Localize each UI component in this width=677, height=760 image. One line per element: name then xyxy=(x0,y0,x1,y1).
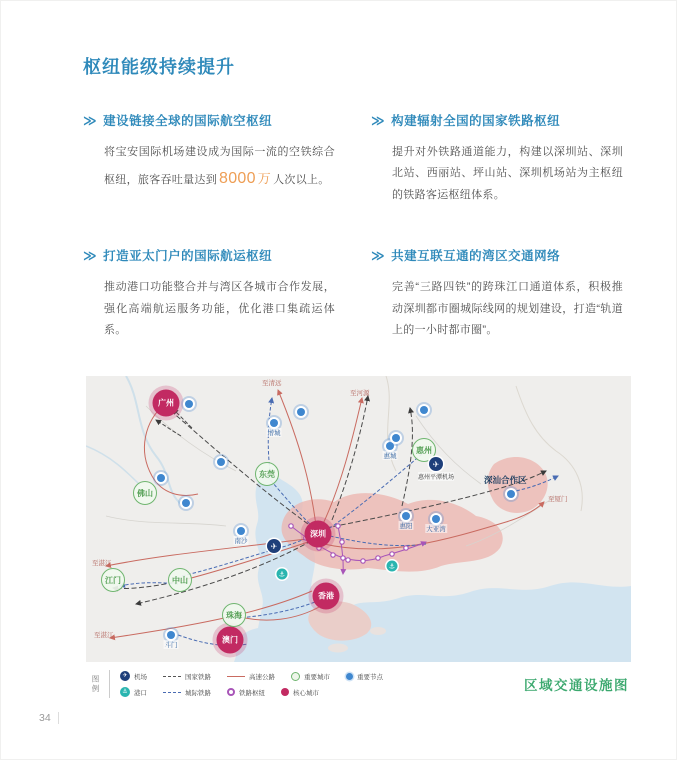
important-node-marker xyxy=(185,400,193,408)
chevron-marker-icon: ≫ xyxy=(83,248,98,264)
map-edge-label: 至厦门 xyxy=(548,496,568,503)
important-node-marker xyxy=(237,527,245,535)
section-heading-text: 建设链接全球的国际航空枢纽 xyxy=(103,114,273,128)
page-number: 34 xyxy=(39,712,51,724)
legend-rows xyxy=(120,671,383,697)
section-body: 完善“三路四铁”的跨珠江口通道体系，积极推动深圳都市圈城际线网的规划建设，打造“轨道上的一小时都市圈”。 xyxy=(392,281,623,337)
city-marker-important: 江门 xyxy=(101,568,125,592)
hwy-legend-icon xyxy=(227,676,245,677)
legend-row xyxy=(120,671,383,681)
city-marker-core: 广州 xyxy=(153,390,180,417)
city-marker-important: 中山 xyxy=(168,568,192,592)
legend-title: 图例 xyxy=(91,674,100,694)
page-title: 枢纽能级持续提升 xyxy=(83,57,235,77)
page-content xyxy=(83,53,623,342)
hub-legend-icon xyxy=(227,688,235,696)
section-body: 推动港口功能整合并与湾区各城市合作发展，强化高端航运服务功能，优化港口集疏运体系。 xyxy=(104,281,335,337)
inter-legend-icon xyxy=(163,692,181,693)
section-bay-network xyxy=(371,246,623,341)
map-edge-label: 至河源 xyxy=(350,390,370,397)
city-marker-core: 澳门 xyxy=(217,627,244,654)
legend-item-label: 铁路枢纽 xyxy=(239,689,265,697)
important-node-marker xyxy=(386,442,394,450)
legend-item xyxy=(346,672,383,681)
node-label: 大亚湾 xyxy=(426,526,446,533)
port-icon: ⚓ xyxy=(277,569,288,580)
section-heading-text: 构建辐射全国的国家铁路枢纽 xyxy=(391,114,561,128)
city-marker-core: 深圳 xyxy=(305,521,332,548)
legend-item-label: 城际铁路 xyxy=(185,689,211,697)
section-heading xyxy=(371,246,623,264)
node-label: 惠阳 xyxy=(399,523,413,530)
city-marker-important: 佛山 xyxy=(133,481,157,505)
legend-item xyxy=(227,672,275,681)
map-caption: 区域交通设施图 xyxy=(524,678,629,693)
map-edge-label: 至湛江 xyxy=(92,560,112,567)
map-edge-label: 至清远 xyxy=(262,380,282,387)
impcity-legend-icon xyxy=(291,672,300,681)
legend-item-label: 高速公路 xyxy=(249,673,275,681)
chevron-marker-icon: ≫ xyxy=(371,248,386,264)
important-node-marker xyxy=(157,474,165,482)
body-text: 人次以上。 xyxy=(273,174,330,187)
important-node-marker xyxy=(392,434,400,442)
legend-item xyxy=(291,672,330,681)
section-shipping-hub xyxy=(83,246,335,341)
sections-grid xyxy=(83,111,623,342)
section-railway-hub xyxy=(371,111,623,206)
important-node-marker xyxy=(297,408,305,416)
page-number-tick xyxy=(58,712,59,724)
chevron-marker-icon: ≫ xyxy=(371,113,386,128)
section-aviation-hub xyxy=(83,111,335,206)
legend-divider xyxy=(109,670,110,698)
highlight-unit: 万 xyxy=(257,171,272,187)
legend-item-label: 机场 xyxy=(134,673,147,681)
special-zone-label: 深汕合作区 xyxy=(484,475,527,485)
legend-item xyxy=(227,688,265,697)
section-heading xyxy=(83,111,335,129)
city-marker-core: 香港 xyxy=(313,583,340,610)
node-label: 斗门 xyxy=(164,642,178,649)
map-canvas xyxy=(86,376,631,662)
important-node-marker xyxy=(420,406,428,414)
airport-icon: ✈ xyxy=(267,539,281,553)
airport-icon: ✈ xyxy=(429,457,443,471)
section-body: 提升对外铁路通道能力，构建以深圳站、深圳北站、西丽站、坪山站、深圳机场站为主枢纽的铁路客运枢纽体系。 xyxy=(392,146,623,201)
important-node-marker xyxy=(167,631,175,639)
legend-item xyxy=(120,671,147,681)
page-footer xyxy=(39,712,59,724)
legend-item-label: 核心城市 xyxy=(293,689,319,697)
node-legend-icon xyxy=(346,673,353,680)
highlight-number: 8000 xyxy=(219,170,256,188)
regional-transport-map xyxy=(86,376,631,706)
section-heading xyxy=(371,111,623,129)
important-node-marker xyxy=(217,458,225,466)
section-heading-text: 打造亚太门户的国际航运枢纽 xyxy=(103,249,273,264)
legend-item xyxy=(163,672,211,681)
core-legend-icon xyxy=(281,688,289,696)
legend-item-label: 重要城市 xyxy=(304,673,330,681)
important-node-marker xyxy=(270,419,278,427)
map-marker-layer xyxy=(86,376,631,662)
node-label: 南沙 xyxy=(234,538,248,545)
body-text: 将宝安国际机场建设成为国际一流的空铁综合枢纽，旅客吞吐量达到 xyxy=(104,146,335,187)
node-label: 惠城 xyxy=(383,453,397,460)
section-body xyxy=(83,142,335,195)
section-heading xyxy=(83,246,335,264)
legend-item xyxy=(120,687,147,697)
map-edge-label: 至湛江 xyxy=(94,632,114,639)
chevron-marker-icon: ≫ xyxy=(83,113,98,128)
section-heading-text: 共建互联互通的湾区交通网络 xyxy=(391,249,561,264)
important-node-marker xyxy=(182,499,190,507)
city-marker-important: 珠海 xyxy=(222,603,246,627)
important-node-marker xyxy=(402,512,410,520)
port-legend-icon: ⚓ xyxy=(120,687,130,697)
node-label: 增城 xyxy=(267,430,281,437)
airport-label: 惠州平潭机场 xyxy=(418,472,454,481)
legend-item-label: 重要节点 xyxy=(357,673,383,681)
important-node-marker xyxy=(507,490,515,498)
city-marker-important: 惠州 xyxy=(412,438,436,462)
map-legend xyxy=(86,664,631,704)
rail-legend-icon xyxy=(163,676,181,677)
port-icon: ⚓ xyxy=(387,561,398,572)
airport-legend-icon: ✈ xyxy=(120,671,130,681)
legend-item xyxy=(163,688,211,697)
legend-item-label: 国家铁路 xyxy=(185,673,211,681)
important-node-marker xyxy=(432,515,440,523)
legend-item-label: 港口 xyxy=(134,689,147,697)
legend-row xyxy=(120,687,383,697)
city-marker-important: 东莞 xyxy=(255,462,279,486)
legend-item xyxy=(281,688,319,697)
